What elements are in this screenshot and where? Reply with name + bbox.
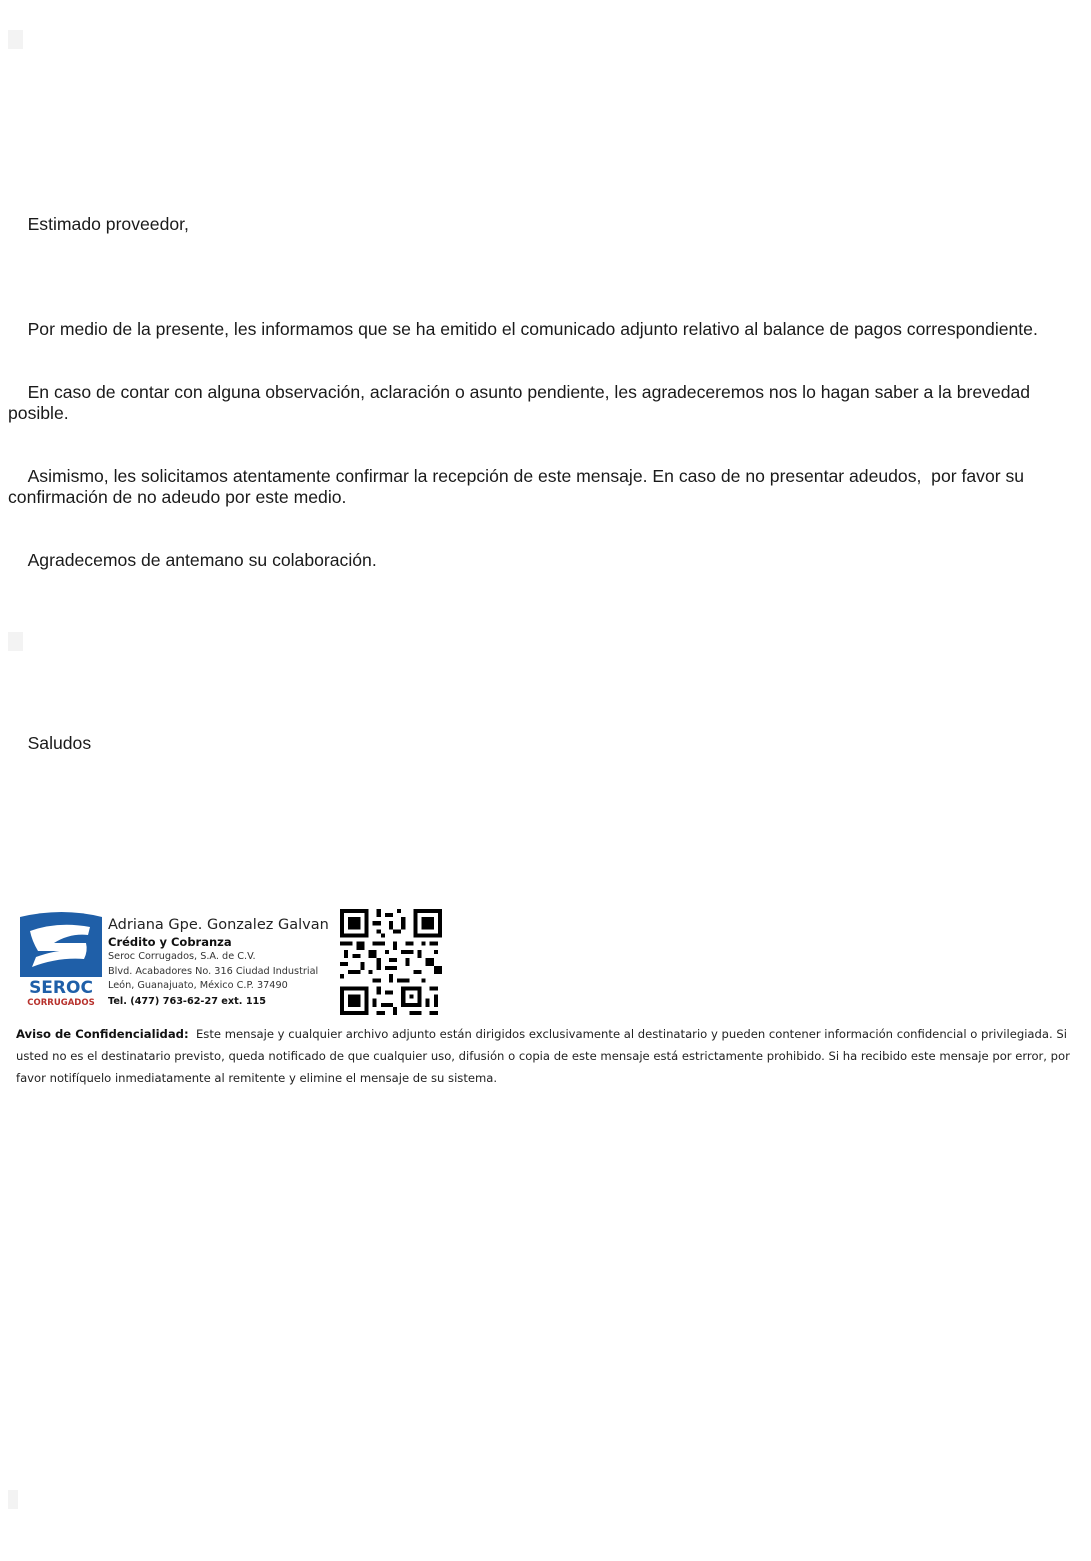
sender-name: Adriana Gpe. Gonzalez Galvan xyxy=(108,917,329,933)
signature-details xyxy=(108,915,329,1009)
body-paragraph-2: En caso de contar con alguna observación, aclaración o asunto pendiente, les agradeceremos nos lo hagan saber a la brevedad posible. xyxy=(8,382,1035,423)
body-paragraph-3: Asimismo, les solicitamos atentamente confirmar la recepción de este mensaje. En caso de no presentar adeudos, por favor su confirmación de no adeudo por este medio. xyxy=(8,466,1029,507)
body-paragraph-1: Por medio de la presente, les informamos que se ha emitido el comunicado adjunto relativo al balance de pagos correspondiente. xyxy=(27,319,1038,339)
email-signature xyxy=(16,905,1076,1095)
logo-wordmark: SEROC xyxy=(29,978,93,998)
confidentiality-notice xyxy=(16,1023,1072,1089)
address-line-2: León, Guanajuato, México C.P. 37490 xyxy=(108,980,288,992)
notice-title: Aviso de Confidencialidad: xyxy=(16,1027,189,1041)
image-placeholder-top xyxy=(8,30,23,49)
seroc-logo xyxy=(18,909,106,1009)
company-name: Seroc Corrugados, S.A. de C.V. xyxy=(108,951,256,962)
greeting: Estimado proveedor, xyxy=(27,214,189,234)
body-paragraph-4: Agradecemos de antemano su colaboración. xyxy=(27,550,377,570)
notice-text: Este mensaje y cualquier archivo adjunto están dirigidos exclusivamente al destinatario y pueden contener información confidencial o privilegiada. Si usted no es el destinatario previsto, queda notificado de que cualquier uso, difusión o copia de este mensaje está estrictamente prohibido. Si ha recibido este mensaje por error, por favor notifíquelo inmediatamente al remitente y elimine el mensaje de su sistema. xyxy=(16,1027,1070,1085)
logo-subword: CORRUGADOS xyxy=(27,998,95,1008)
phone-number: Tel. (477) 763-62-27 ext. 115 xyxy=(108,995,267,1007)
sender-department: Crédito y Cobranza xyxy=(108,935,232,949)
qr-code xyxy=(340,909,442,1015)
address-line-1: Blvd. Acabadores No. 316 Ciudad Industrial xyxy=(108,965,319,977)
image-placeholder-bottom xyxy=(8,1490,18,1509)
image-placeholder-middle xyxy=(8,632,23,651)
closing: Saludos xyxy=(27,733,92,753)
